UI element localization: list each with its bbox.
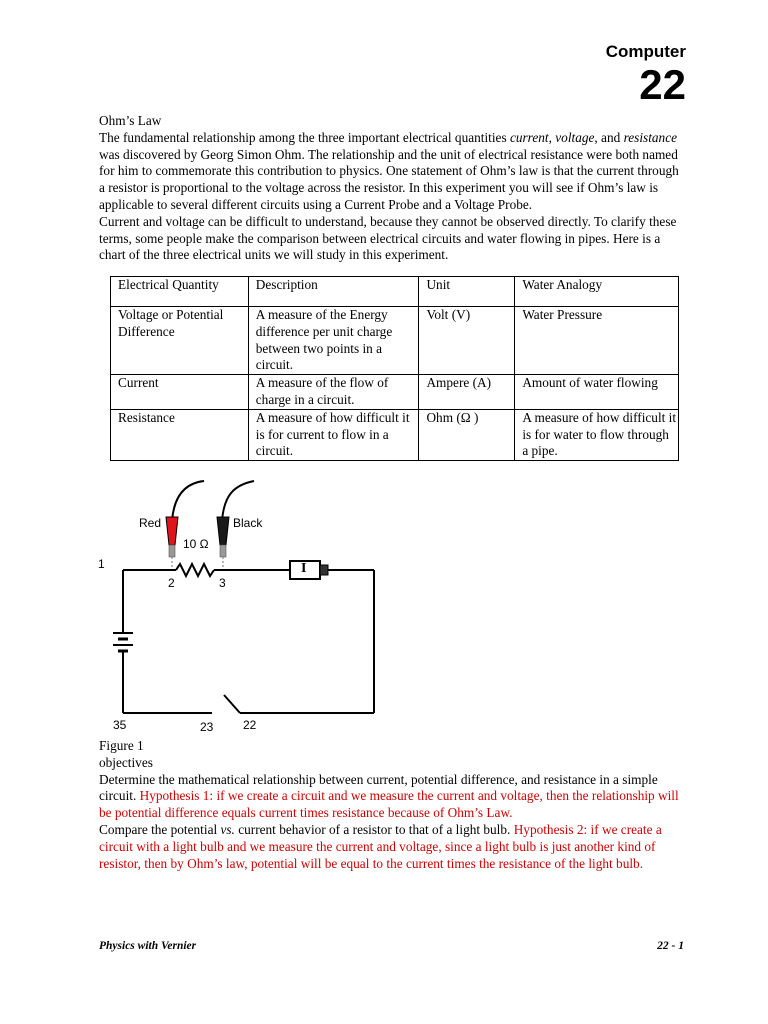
- node-label-35: 35: [113, 718, 127, 732]
- table-cell: A measure of how difficult it is for current to flow in a circuit.: [248, 409, 419, 460]
- table-cell: A measure of the Energy difference per unit charge between two points in a circuit.: [248, 307, 419, 375]
- intro-text: was discovered by Georg Simon Ohm. The relationship and the unit of electrical resistance were both named for him to commemorate this contribution to physics. One statement of Ohm’s law is that the current through a resistor is proportional to the voltage across the resistor. In this experiment you will see if Ohm’s law is applicable to several different circuits using a Current Probe and a Voltage Probe.: [99, 146, 679, 212]
- red-probe-label: Red: [139, 516, 162, 530]
- table-cell: Resistance: [111, 409, 249, 460]
- table-cell: Water Pressure: [515, 307, 679, 375]
- chapter-number: 22: [639, 61, 686, 108]
- circuit-diagram: [94, 473, 394, 737]
- table-cell: Current: [111, 375, 249, 410]
- objective-2-vs: vs.: [220, 821, 235, 837]
- objectives-section: [99, 738, 684, 872]
- footer-left: Physics with Vernier: [99, 940, 197, 952]
- page-title: Ohm’s Law: [99, 113, 162, 128]
- electrical-units-table: [110, 276, 679, 461]
- footer-page-number: 22 - 1: [657, 940, 684, 952]
- term-current: current: [509, 129, 549, 145]
- meter-label: I: [301, 561, 307, 576]
- table-header-cell: Water Analogy: [515, 277, 679, 307]
- switch-lever: [224, 695, 240, 713]
- chapter-header: [606, 42, 686, 106]
- intro-text: The fundamental relationship among the three important electrical quantities: [99, 129, 510, 145]
- table-cell: Ohm (Ω ): [419, 409, 515, 460]
- table-cell: Volt (V): [419, 307, 515, 375]
- table-header-cell: Unit: [419, 277, 515, 307]
- table-row: [111, 375, 679, 410]
- term-voltage: voltage: [555, 129, 595, 145]
- black-probe-clip: [217, 517, 229, 570]
- objective-1-text: Determine the mathematical relationship between current, potential difference, and resistance in a simple circuit.: [99, 771, 658, 804]
- term-resistance: resistance: [623, 129, 677, 145]
- figure-caption: Figure 1: [99, 738, 144, 753]
- black-probe-cable: [222, 481, 254, 521]
- table-row: [111, 409, 679, 460]
- objective-2-text: current behavior of a resistor to that of a light bulb.: [234, 821, 514, 837]
- node-label-1: 1: [98, 557, 105, 571]
- objective-1: [99, 772, 684, 822]
- table-header-cell: Electrical Quantity: [111, 277, 249, 307]
- objectives-heading: objectives: [99, 754, 153, 770]
- table-row: [111, 307, 679, 375]
- black-probe-label: Black: [233, 516, 263, 530]
- current-probe-icon: [290, 561, 328, 579]
- battery-symbol: [113, 633, 133, 651]
- table-cell: Ampere (A): [419, 375, 515, 410]
- hypothesis-1: Hypothesis 1: if we create a circuit and we measure the current and voltage, then the relationship will be potential difference equals current times resistance because of Ohm’s Law.: [99, 788, 679, 821]
- node-label-22: 22: [243, 718, 257, 732]
- hypothesis-2: Hypothesis 2: if we create a circuit with a light bulb and we measure the current and voltage, since a light bulb is just another kind of resistor, then by Ohm’s law, potential will be equal to the current times the resistance of the light bulb.: [99, 821, 662, 871]
- table-header-row: [111, 277, 679, 307]
- circuit-svg: [94, 473, 394, 737]
- table-cell: Amount of water flowing: [515, 375, 679, 410]
- node-label-2: 2: [168, 576, 175, 590]
- resistor-symbol: [176, 564, 214, 576]
- table-cell: Voltage or Potential Difference: [111, 307, 249, 375]
- resistor-label: 10 Ω: [183, 537, 209, 551]
- intro-text: ,: [548, 129, 556, 145]
- intro-text: , and: [594, 129, 624, 145]
- red-probe-cable: [172, 481, 204, 521]
- objective-2: [99, 822, 684, 872]
- intro-paragraph-2: Current and voltage can be difficult to understand, because they cannot be observed directly. To clarify these terms, some people make the comparison between electrical circuits and water flowing in pipes. Here is a chart of the three electrical units we will study in this experiment.: [99, 213, 677, 263]
- node-label-23: 23: [200, 720, 214, 734]
- table-cell: A measure of how difficult it is for water to flow through a pipe.: [515, 409, 679, 460]
- red-probe-clip: [166, 517, 178, 570]
- node-label-3: 3: [219, 576, 226, 590]
- table-cell: A measure of the flow of charge in a circuit.: [248, 375, 419, 410]
- intro-section: [99, 113, 684, 264]
- objective-2-text: Compare the potential: [99, 821, 221, 837]
- table-header-cell: Description: [248, 277, 419, 307]
- chapter-label: Computer: [605, 42, 686, 61]
- intro-paragraph-1: [99, 130, 684, 214]
